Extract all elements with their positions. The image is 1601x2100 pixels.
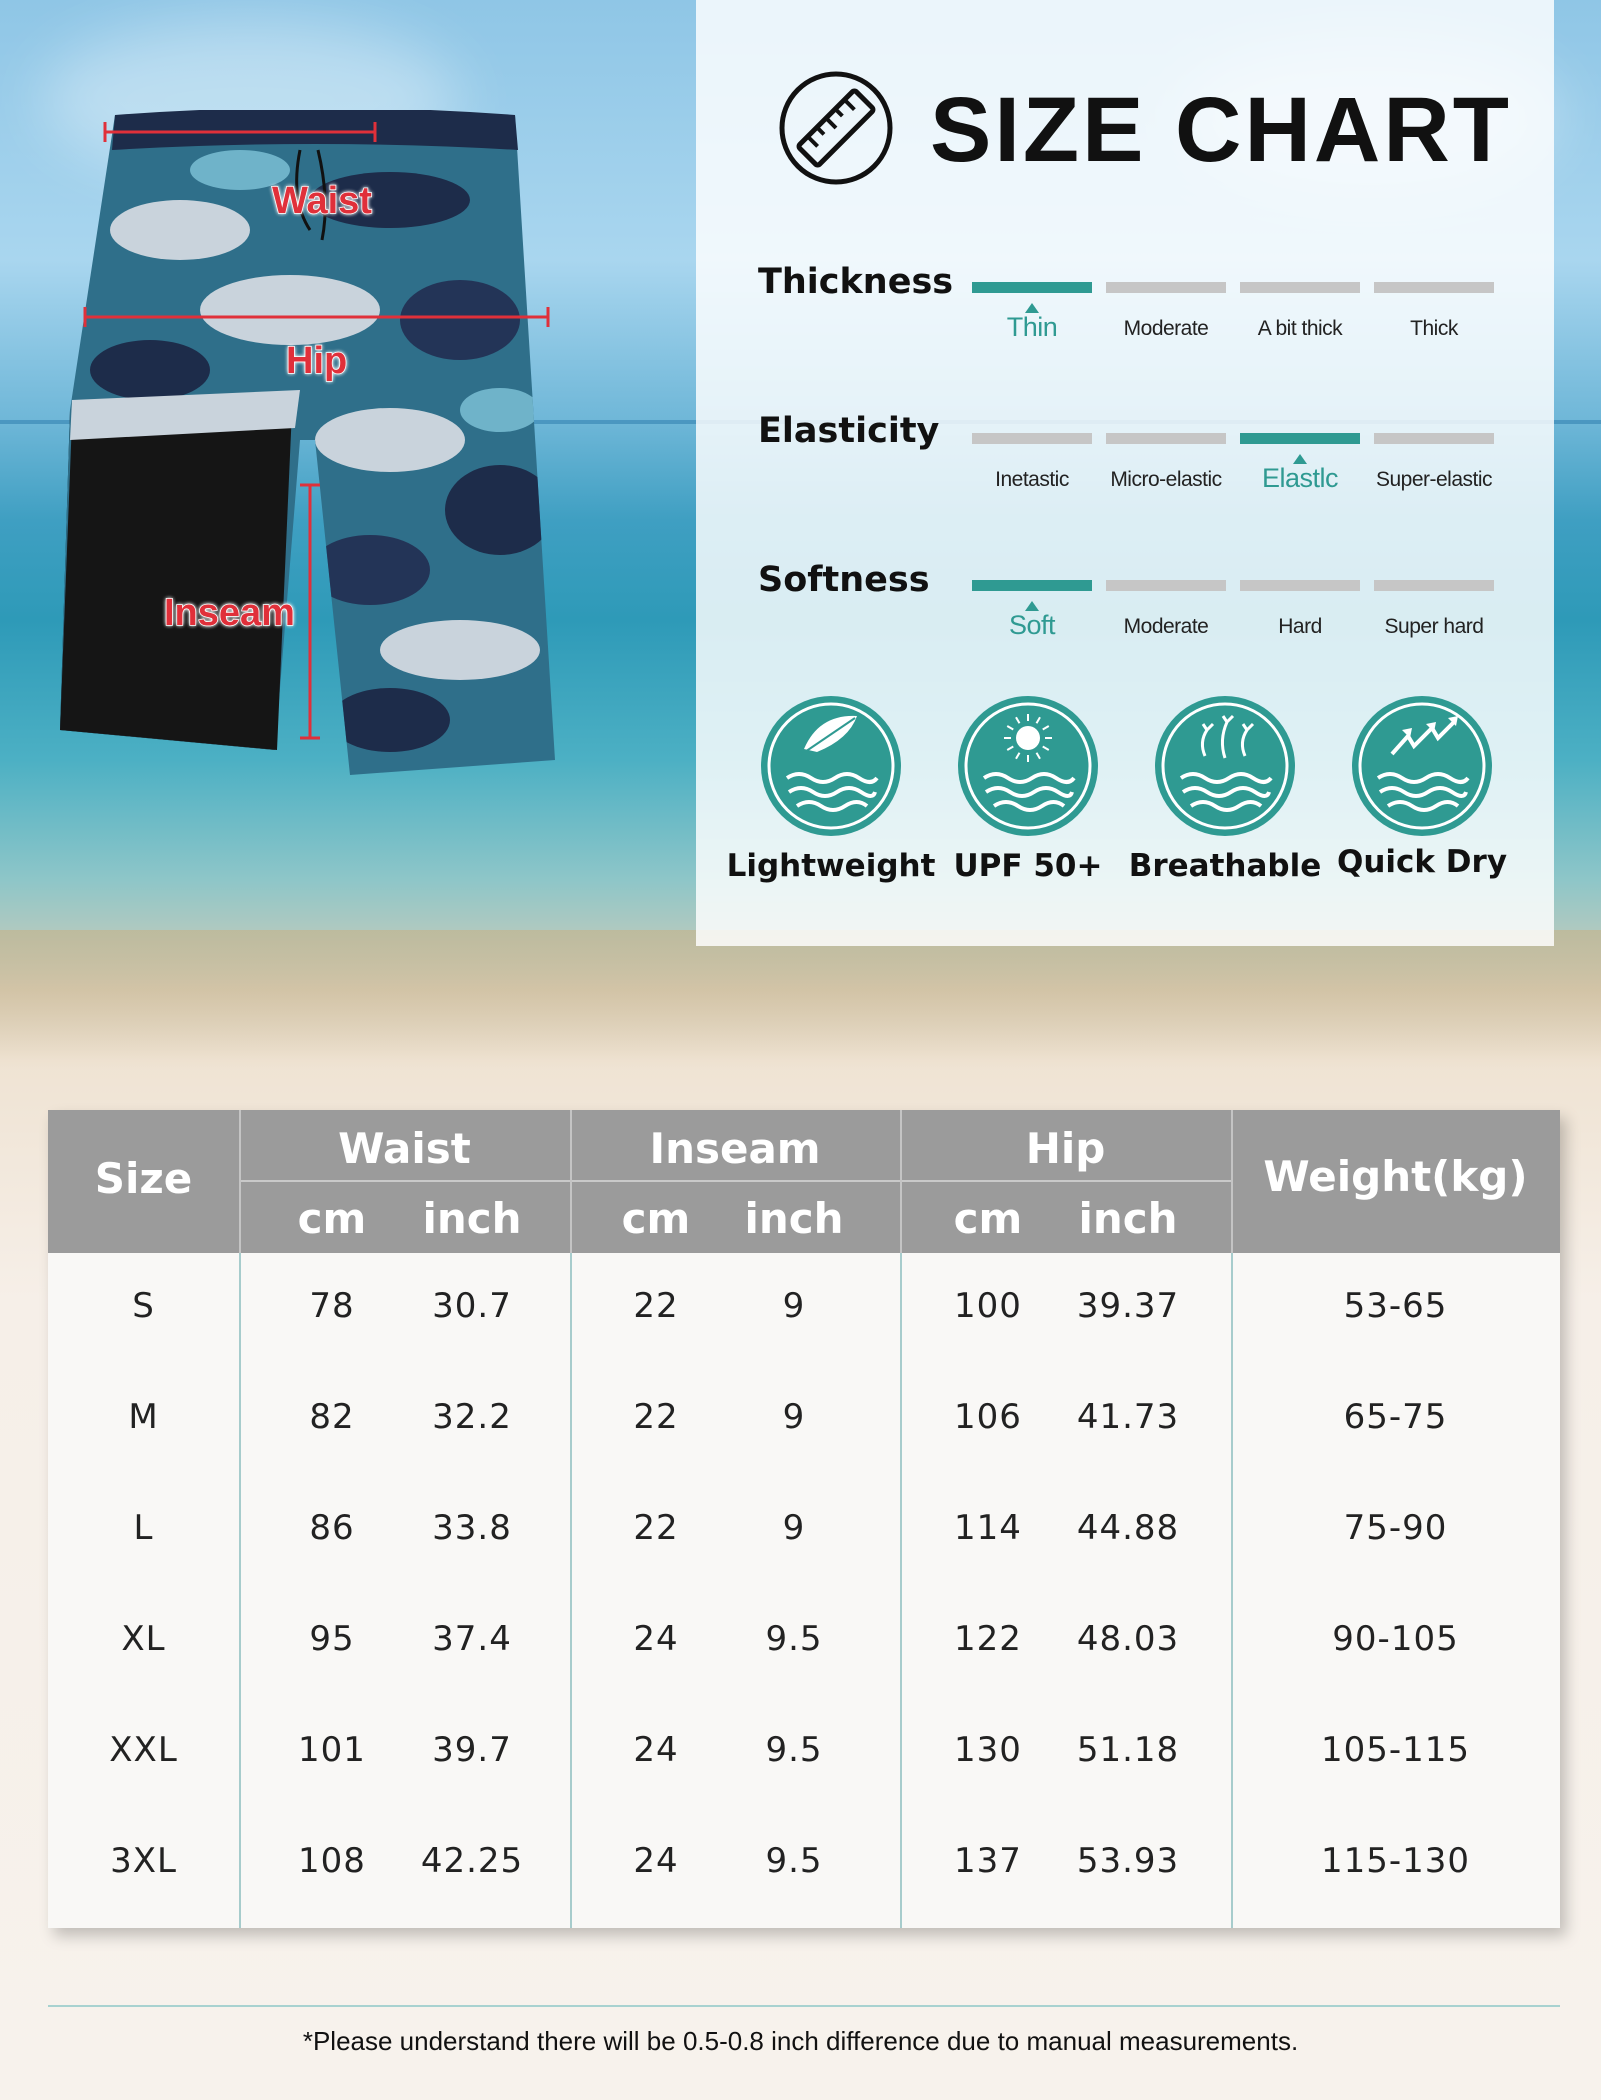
table-cell: 114: [954, 1508, 1022, 1548]
table-cell: 32.2: [432, 1397, 512, 1437]
feature-label: UPF 50+: [953, 848, 1103, 884]
size-cell: XL: [121, 1619, 166, 1659]
size-cell: S: [132, 1286, 155, 1326]
footnote: *Please understand there will be 0.5-0.8 inch difference due to manual measurements.: [302, 2026, 1299, 2056]
size-cell: 3XL: [110, 1841, 177, 1881]
size-column-header: Size: [94, 1154, 193, 1203]
table-cell: 9: [782, 1286, 806, 1326]
column-divider: [570, 1253, 572, 1928]
waist-measure-label: Waist: [272, 180, 372, 222]
attribute-label: Softness: [758, 560, 930, 600]
hip-measure-label: Hip: [286, 340, 348, 382]
table-cell: 95: [309, 1619, 355, 1659]
airflow-icon: [1153, 694, 1297, 838]
ruler-icon: [778, 70, 894, 186]
table-cell: 22: [633, 1508, 679, 1548]
attribute-label: Thickness: [758, 262, 954, 302]
table-cell: 22: [633, 1397, 679, 1437]
scale-option: Hard: [1278, 615, 1322, 638]
table-cell: 82: [309, 1397, 355, 1437]
scale-option: Moderate: [1123, 317, 1209, 340]
table-cell: 44.88: [1076, 1508, 1180, 1548]
table-cell: 53-65: [1343, 1286, 1448, 1326]
unit-column-header: cm: [297, 1194, 367, 1243]
table-cell: 37.4: [432, 1619, 512, 1659]
scale-bar-selected: [1240, 433, 1360, 444]
header-column-divider: [570, 1110, 572, 1253]
size-table: [48, 1110, 1560, 1928]
table-cell: 9.5: [765, 1730, 823, 1770]
sun-icon: [956, 694, 1100, 838]
header-divider: [902, 1180, 1231, 1182]
table-cell: 122: [954, 1619, 1022, 1659]
unit-column-header: cm: [953, 1194, 1023, 1243]
scale-option: Inetastic: [995, 468, 1069, 491]
table-cell: 39.37: [1076, 1286, 1180, 1326]
table-cell: 9.5: [765, 1841, 823, 1881]
table-cell: 53.93: [1076, 1841, 1180, 1881]
scale-option: Micro-elastic: [1110, 468, 1222, 491]
divider: [48, 2005, 1560, 2007]
unit-column-header: inch: [744, 1194, 844, 1243]
table-cell: 86: [309, 1508, 355, 1548]
table-cell: 24: [633, 1619, 679, 1659]
table-cell: 51.18: [1076, 1730, 1180, 1770]
feather-icon: [759, 694, 903, 838]
unit-column-header: cm: [621, 1194, 691, 1243]
table-cell: 137: [954, 1841, 1022, 1881]
table-cell: 9: [782, 1508, 806, 1548]
scale-option: Soft: [1008, 610, 1056, 640]
table-cell: 41.73: [1076, 1397, 1180, 1437]
table-cell: 39.7: [432, 1730, 512, 1770]
sand-shore: [0, 930, 1601, 1070]
column-divider: [1231, 1253, 1233, 1928]
size-cell: M: [128, 1397, 159, 1437]
table-cell: 48.03: [1076, 1619, 1180, 1659]
scale-bar: [972, 433, 1092, 444]
scale-bar: [1106, 433, 1226, 444]
scale-option: Thin: [1006, 312, 1058, 342]
scale-bar: [1374, 580, 1494, 591]
table-cell: 24: [633, 1730, 679, 1770]
scale-bar-selected: [972, 282, 1092, 293]
inseam-measure-label: Inseam: [164, 592, 295, 634]
table-cell: 105-115: [1320, 1730, 1471, 1770]
table-cell: 33.8: [432, 1508, 512, 1548]
scale-option: Elastlc: [1261, 463, 1339, 493]
size-cell: L: [133, 1508, 154, 1548]
header-divider: [241, 1180, 570, 1182]
table-cell: 24: [633, 1841, 679, 1881]
scale-option: A bit thick: [1257, 317, 1343, 340]
scale-option: Super-elastic: [1375, 468, 1493, 491]
column-divider: [900, 1253, 902, 1928]
table-cell: 9.5: [765, 1619, 823, 1659]
weight-column-header: Weight(kg): [1263, 1152, 1528, 1201]
scale-bar: [1374, 282, 1494, 293]
scale-bar: [1374, 433, 1494, 444]
header-column-divider: [239, 1110, 241, 1253]
table-cell: 65-75: [1343, 1397, 1448, 1437]
scale-option: Thick: [1410, 317, 1458, 340]
group-column-header: Hip: [1025, 1124, 1106, 1173]
table-cell: 42.25: [420, 1841, 524, 1881]
table-cell: 108: [298, 1841, 366, 1881]
table-cell: 90-105: [1332, 1619, 1459, 1659]
unit-column-header: inch: [1078, 1194, 1178, 1243]
group-column-header: Waist: [338, 1124, 471, 1173]
feature-label: Breathable: [1128, 848, 1322, 884]
table-cell: 106: [954, 1397, 1022, 1437]
feature-label: Lightweight: [726, 848, 936, 884]
table-cell: 75-90: [1343, 1508, 1448, 1548]
table-cell: 101: [298, 1730, 366, 1770]
table-cell: 30.7: [432, 1286, 512, 1326]
table-cell: 78: [309, 1286, 355, 1326]
scale-bar: [1240, 282, 1360, 293]
table-cell: 115-130: [1320, 1841, 1471, 1881]
column-divider: [239, 1253, 241, 1928]
scale-option: Super hard: [1384, 615, 1484, 638]
table-cell: 22: [633, 1286, 679, 1326]
group-column-header: Inseam: [649, 1124, 821, 1173]
scale-bar: [1106, 282, 1226, 293]
size-cell: XXL: [109, 1730, 178, 1770]
scale-option: Moderate: [1123, 615, 1209, 638]
attribute-label: Elasticity: [758, 411, 940, 451]
header-divider: [572, 1180, 900, 1182]
unit-column-header: inch: [422, 1194, 522, 1243]
header-column-divider: [1231, 1110, 1233, 1253]
scale-bar-selected: [972, 580, 1092, 591]
quick-dry-arrows-icon: [1350, 694, 1494, 838]
scale-bar: [1240, 580, 1360, 591]
table-cell: 130: [954, 1730, 1022, 1770]
header-column-divider: [900, 1110, 902, 1253]
table-cell: 100: [954, 1286, 1022, 1326]
feature-label: Quick Dry: [1336, 844, 1508, 880]
table-cell: 9: [782, 1397, 806, 1437]
page-title: SIZE CHART: [930, 79, 1512, 181]
scale-bar: [1106, 580, 1226, 591]
